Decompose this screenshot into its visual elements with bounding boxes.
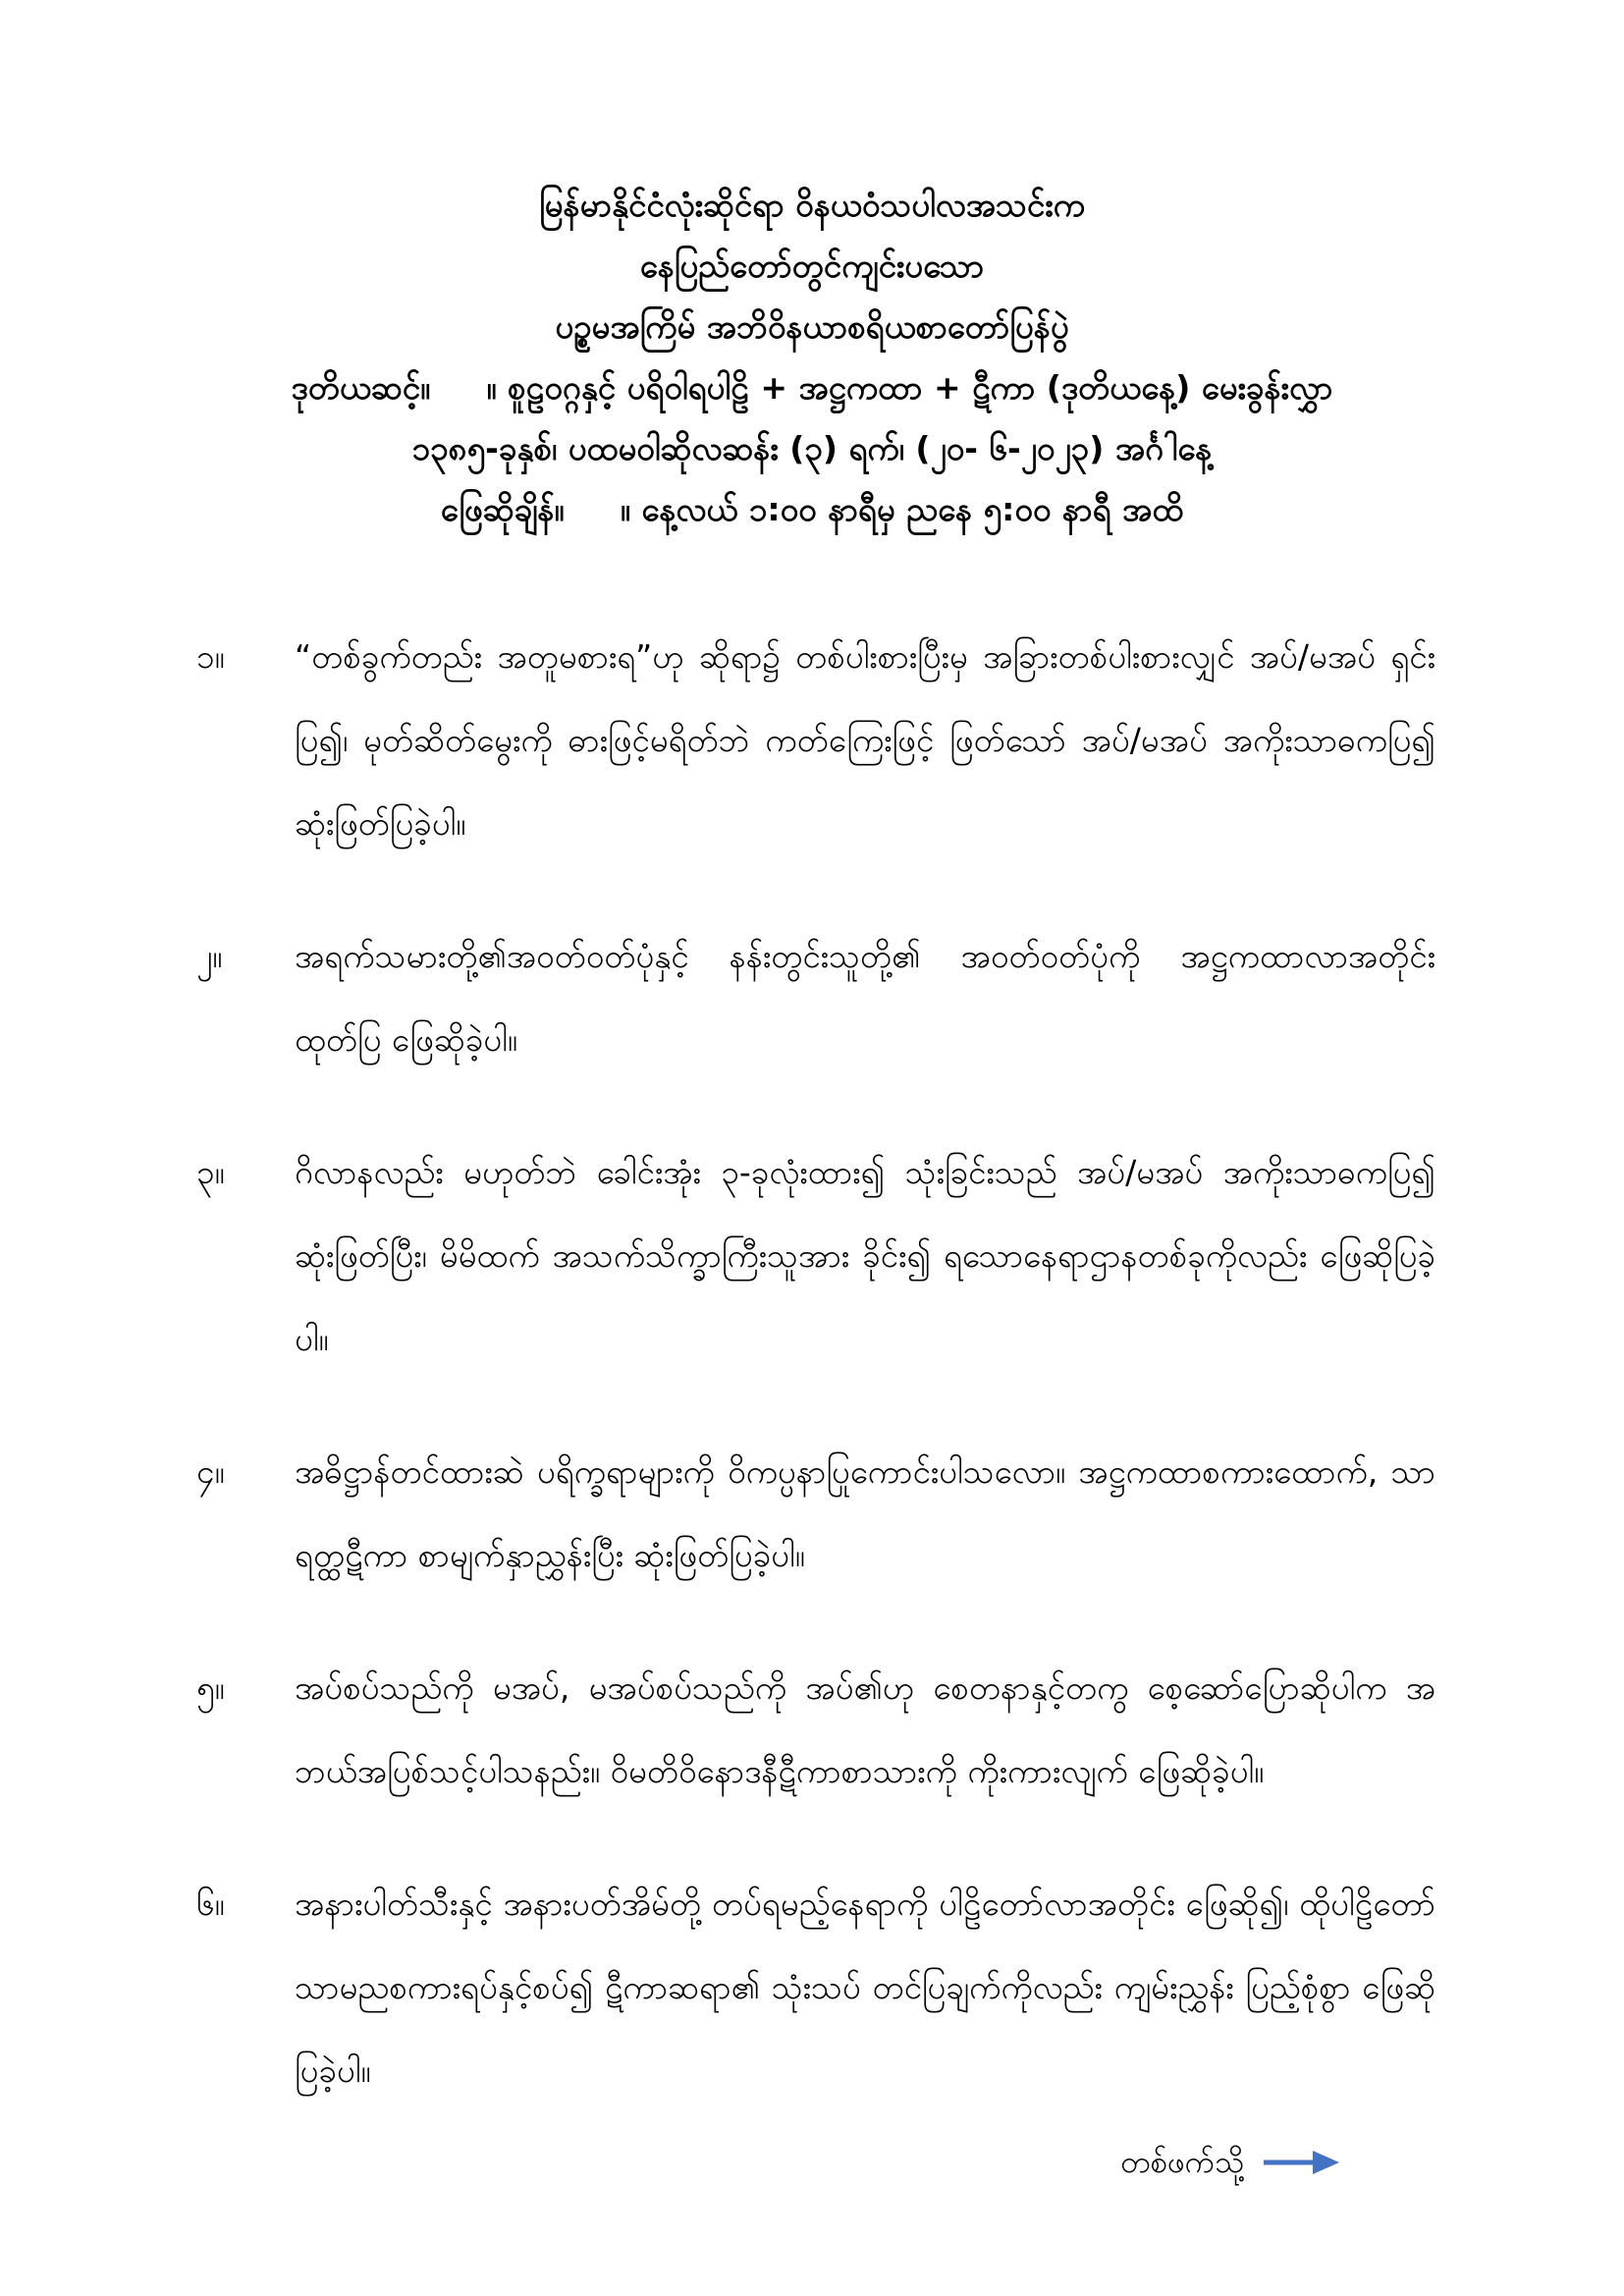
title-exam-time: ဖြေဆိုချိန်။ ။ နေ့လယ် ၁:၀၀ နာရီမှ ညနေ ၅:၀၀ နာရီ အထိ [440, 490, 1184, 528]
question-text: အရက်သမားတို့၏အဝတ်ဝတ်ပုံနှင့် နန်းတွင်းသူတို့၏ အဝတ်ဝတ်ပုံကို အဋ္ဌကထာလာအတိုင်း ထုတ်ပြ ဖြေဆိုခဲ့ပါ။ [295, 937, 1435, 1059]
question-number: ၃။ [196, 1153, 225, 1191]
question-item-2 [196, 914, 1435, 1081]
question-item-4 [196, 1430, 1435, 1597]
question-list [0, 615, 1624, 2112]
question-item-3 [196, 1130, 1435, 1381]
question-number: ၁။ [196, 637, 225, 676]
title-level-subjects: ဒုတိယဆင့်။ ။ စူဠဝဂ္ဂနှင့် ပရိဝါရပါဠိ + အဋ္ဌကထာ + ဋီကာ (ဒုတိယနေ့) မေးခွန်းလွှာ [291, 368, 1333, 407]
page-continuation [1120, 2133, 1340, 2192]
question-text: အနားပါတ်သီးနှင့် အနားပတ်အိမ်တို့ တပ်ရမည့်နေရာကို ပါဠိတော်လာအတိုင်း ဖြေဆို၍၊ ထိုပါဠိတော် သာမညစကားရပ်နှင့်စပ်၍ ဋီကာဆရာ၏ သုံးသပ် တင်ပြချက်ကိုလည်း ကျမ်းညွှန်း ပြည့်စုံစွာ ဖြေဆိုပြခဲ့ပါ။ [295, 1885, 1435, 2090]
question-text: ဂိလာနလည်း မဟုတ်ဘဲ ခေါင်းအုံး ၃-ခုလုံးထား၍ သုံးခြင်းသည် အပ်/မအပ် အကိုးသာဓကပြ၍ ဆုံးဖြတ်ပြီး၊ မိမိထက် အသက်သိက္ခာကြီးသူအား ခိုင်း၍ ရသောနေရာဌာနတစ်ခုကိုလည်း ဖြေဆိုပြခဲ့ပါ။ [295, 1153, 1435, 1358]
title-date: ၁၃၈၅-ခုနှစ်၊ ပထမဝါဆိုလဆန်း (၃) ရက်၊ (၂၀- ၆-၂၀၂၃) အင်္ဂါနေ့ [411, 429, 1213, 467]
title-block [0, 0, 1624, 540]
question-number: ၄။ [196, 1452, 225, 1491]
question-text: အပ်စပ်သည်ကို မအပ်, မအပ်စပ်သည်ကို အပ်၏ဟု စေတနာနှင့်တကွ စေ့ဆော်ပြောဆိုပါက အဘယ်အပြစ်သင့်ပါသနည်း။ ဝိမတိဝိနောဒနီဋီကာစာသားကို ကိုးကားလျက် ဖြေဆိုခဲ့ပါ။ [295, 1668, 1435, 1790]
question-item-5 [196, 1646, 1435, 1813]
question-text: “တစ်ခွက်တည်း အတူမစားရ”ဟု ဆိုရာ၌ တစ်ပါးစားပြီးမှ အခြားတစ်ပါးစားလျှင် အပ်/မအပ် ရှင်းပြ၍၊ မုတ်ဆိတ်မွေးကို ဓားဖြင့်မရိတ်ဘဲ ကတ်ကြေးဖြင့် ဖြတ်သော် အပ်/မအပ် အကိုးသာဓကပြ၍ ဆုံးဖြတ်ပြခဲ့ပါ။ [295, 637, 1435, 843]
question-text: အဓိဋ္ဌာန်တင်ထားဆဲ ပရိက္ခရာများကို ဝိကပ္ပနာပြုကောင်းပါသလော။ အဋ္ဌကထာစကားထောက်, သာရတ္ထဋီကာ စာမျက်နှာညွှန်းပြီး ဆုံးဖြတ်ပြခဲ့ပါ။ [295, 1452, 1435, 1574]
right-arrow-icon [1264, 2150, 1340, 2175]
continuation-label: တစ်ဖက်သို့ [1120, 2145, 1244, 2180]
title-venue: နေပြည်တော်တွင်ကျင်းပသော [639, 246, 985, 285]
question-number: ၆။ [196, 1885, 225, 1923]
question-number: ၅။ [196, 1668, 225, 1707]
title-exam-name: ပဉ္စမအကြိမ် အဘိဝိနယာစရိယစာတော်ပြန်ပွဲ [555, 307, 1069, 346]
question-number: ၂။ [196, 937, 223, 975]
title-association: မြန်မာနိုင်ငံလုံးဆိုင်ရာ ဝိနယဝံသပါလအသင်းက [539, 186, 1085, 224]
question-item-6 [196, 1862, 1435, 2112]
question-item-1 [196, 615, 1435, 865]
